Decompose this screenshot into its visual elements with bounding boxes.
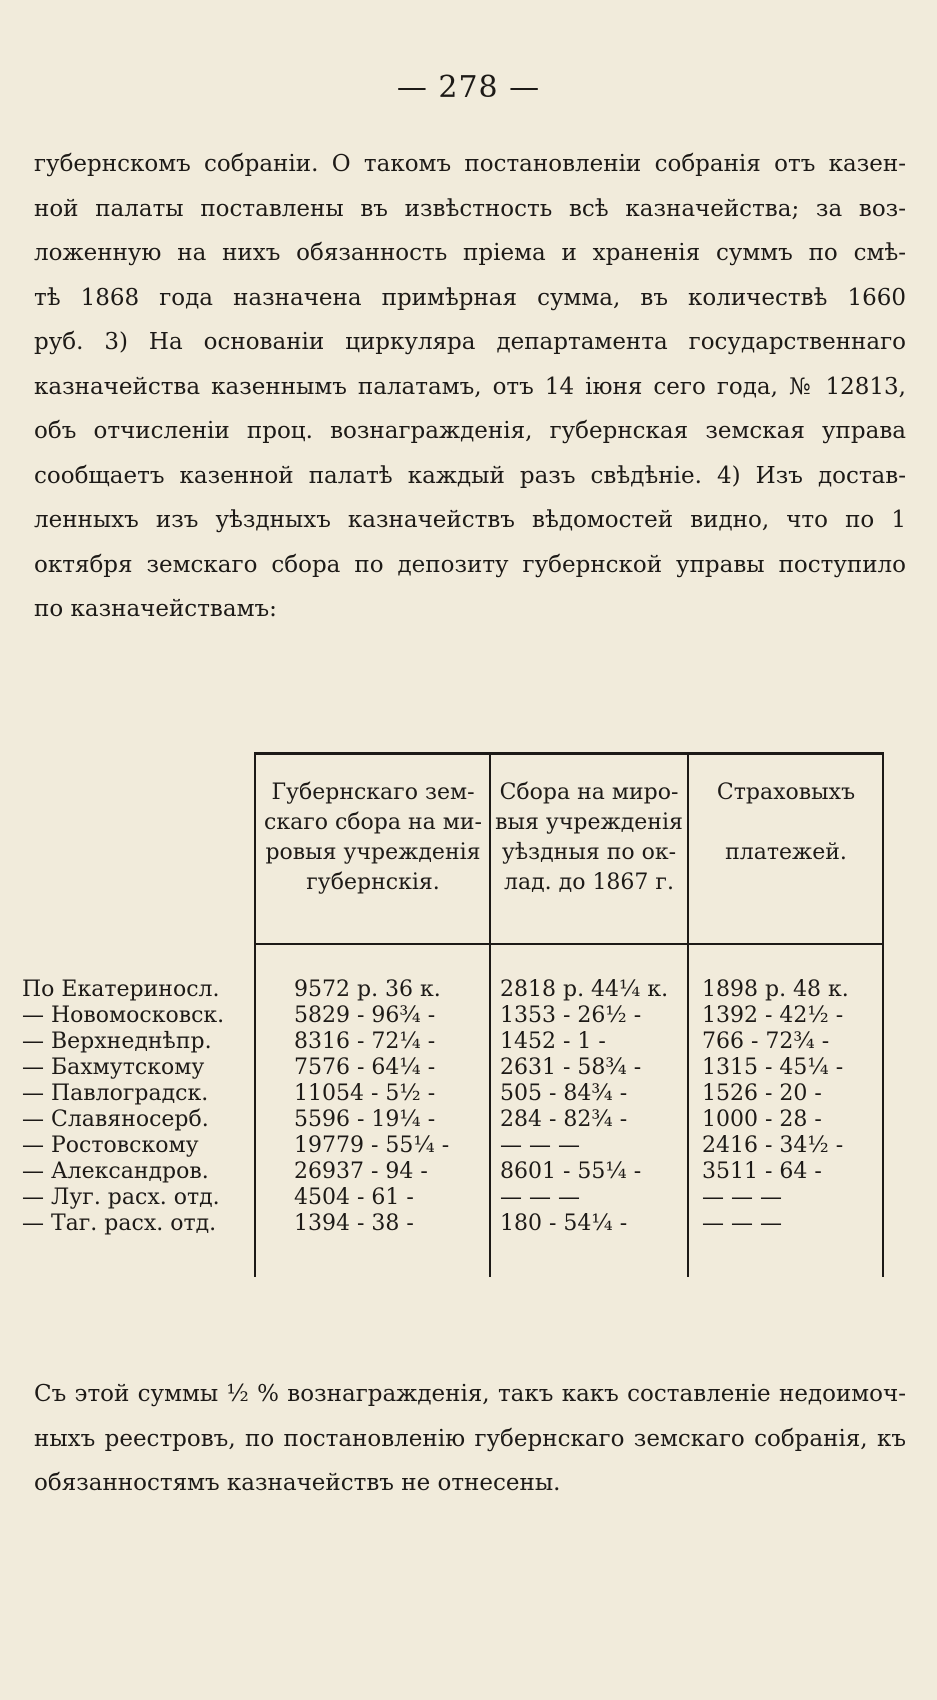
text-line: сообщаетъ казенной палатѣ каждый разъ свѣдѣніе. 4) Изъ достав-: [34, 462, 906, 489]
header-line: платежей.: [725, 840, 847, 865]
cell-district: — — —: [500, 1133, 580, 1158]
text-line: октября земскаго сбора по депозиту губернской управы поступило: [34, 551, 906, 578]
text-line: ложенную на нихъ обязанность пріема и храненія суммъ по смѣ-: [34, 240, 906, 266]
header-line: уѣздныя по ок-: [501, 840, 677, 865]
table-row: [22, 1211, 892, 1237]
cell-provincial: 9572 р. 36 к.: [294, 977, 441, 1002]
cell-insurance: 3511 - 64 -: [702, 1159, 822, 1184]
header-insurance: [690, 778, 882, 868]
cell-insurance: 1526 - 20 -: [702, 1081, 822, 1106]
cell-provincial: 5829 - 96¾ -: [294, 1003, 436, 1028]
cell-district: 505 - 84¾ -: [500, 1081, 628, 1106]
cell-insurance: 1392 - 42½ -: [702, 1003, 844, 1028]
cell-district: 284 - 82¾ -: [500, 1107, 628, 1132]
header-bottom-rule: [254, 943, 884, 945]
row-name: — Александров.: [22, 1159, 209, 1184]
header-line: ровыя учрежденія: [265, 840, 481, 865]
text-line: по казначействамъ:: [34, 596, 277, 622]
row-name: — Павлоградск.: [22, 1081, 209, 1106]
cell-provincial: 8316 - 72¼ -: [294, 1029, 436, 1054]
row-name: — Славяносерб.: [22, 1107, 209, 1132]
cell-provincial: 11054 - 5½ -: [294, 1081, 436, 1106]
paragraph-bottom: [34, 1372, 906, 1506]
cell-insurance: — — —: [702, 1185, 782, 1210]
cell-district: — — —: [500, 1185, 580, 1210]
cell-district: 8601 - 55¼ -: [500, 1159, 642, 1184]
cell-district: 1353 - 26½ -: [500, 1003, 642, 1028]
row-name: — Луг. расх. отд.: [22, 1185, 220, 1210]
cell-provincial: 1394 - 38 -: [294, 1211, 414, 1236]
header-provincial: [262, 778, 484, 898]
table-row: [22, 1133, 892, 1159]
row-name: — Новомосковск.: [22, 1003, 225, 1028]
text-line: руб. 3) На основаніи циркуляра департамента государственнаго: [34, 329, 906, 355]
cell-provincial: 4504 - 61 -: [294, 1185, 414, 1210]
page-number: — 278 —: [396, 70, 541, 105]
cell-insurance: 2416 - 34½ -: [702, 1133, 844, 1158]
header-line: лад. до 1867 г.: [504, 870, 674, 895]
text-line: губернскомъ собраніи. О такомъ постановленіи собранія отъ казен-: [34, 151, 906, 177]
text-line: обязанностямъ казначействъ не отнесены.: [34, 1470, 561, 1496]
cell-insurance: 1000 - 28 -: [702, 1107, 822, 1132]
header-line: выя учрежденія: [495, 810, 683, 835]
table-row: [22, 1185, 892, 1211]
cell-provincial: 19779 - 55¼ -: [294, 1133, 450, 1158]
cell-district: 1452 - 1 -: [500, 1029, 606, 1054]
row-name: По Екатериносл.: [22, 977, 220, 1002]
deposit-table: [22, 752, 892, 1277]
text-line: тѣ 1868 года назначена примѣрная сумма, въ количествѣ 1660: [34, 284, 906, 311]
table-row: [22, 1055, 892, 1081]
header-line: губернскія.: [306, 870, 440, 895]
header-line: Губернскаго зем-: [271, 780, 475, 805]
table-row: [22, 1003, 892, 1029]
row-name: — Бахмутскому: [22, 1055, 205, 1080]
cell-insurance: 1315 - 45¼ -: [702, 1055, 844, 1080]
cell-district: 180 - 54¼ -: [500, 1211, 628, 1236]
cell-provincial: 26937 - 94 -: [294, 1159, 428, 1184]
text-line: ной палаты поставлены въ извѣстность всѣ казначейства; за воз-: [34, 195, 906, 222]
cell-insurance: — — —: [702, 1211, 782, 1236]
cell-district: 2818 р. 44¼ к.: [500, 977, 669, 1002]
header-line: Страховыхъ: [716, 780, 856, 805]
cell-insurance: 766 - 72¾ -: [702, 1029, 830, 1054]
text-line: казначейства казеннымъ палатамъ, отъ 14 іюня сего года, № 12813,: [34, 373, 906, 400]
cell-insurance: 1898 р. 48 к.: [702, 977, 849, 1002]
text-line: ленныхъ изъ уѣздныхъ казначействъ вѣдомостей видно, что по 1: [34, 507, 906, 533]
table-top-rule: [254, 752, 884, 755]
header-line: скаго сбора на ми-: [264, 810, 482, 835]
cell-district: 2631 - 58¾ -: [500, 1055, 642, 1080]
cell-provincial: 7576 - 64¼ -: [294, 1055, 436, 1080]
text-line: объ отчисленіи проц. вознагражденія, губернская земская управа: [34, 418, 906, 444]
paragraph-top: [34, 142, 906, 632]
row-name: — Верхнеднѣпр.: [22, 1029, 212, 1054]
table-row: [22, 1029, 892, 1055]
table-row: [22, 1107, 892, 1133]
header-line: Сбора на миро-: [499, 780, 679, 805]
text-line: ныхъ реестровъ, по постановленію губернскаго земскаго собранія, къ: [34, 1425, 906, 1452]
table-row: [22, 977, 892, 1003]
header-district: [492, 778, 686, 898]
row-name: — Ростовскому: [22, 1133, 199, 1158]
header-line: [690, 808, 882, 838]
text-line: Съ этой суммы ½ % вознагражденія, такъ какъ составленіе недоимоч-: [34, 1381, 906, 1407]
table-row: [22, 1159, 892, 1185]
cell-provincial: 5596 - 19¼ -: [294, 1107, 436, 1132]
table-row: [22, 1081, 892, 1107]
row-name: — Таг. расх. отд.: [22, 1211, 217, 1236]
